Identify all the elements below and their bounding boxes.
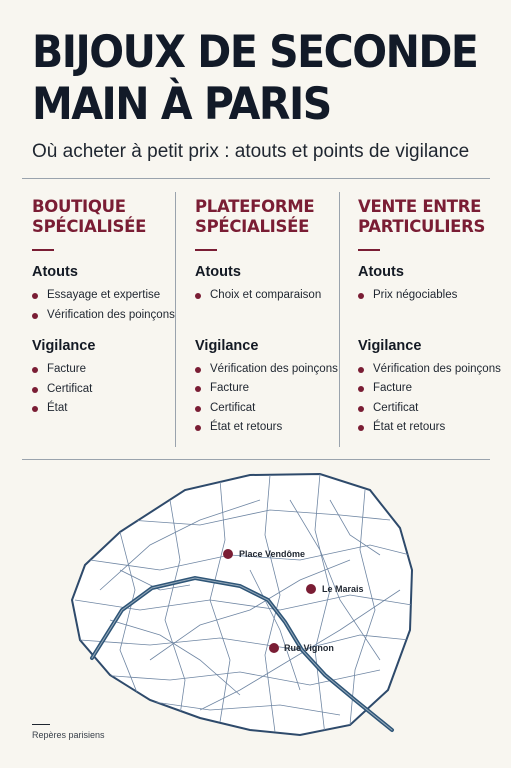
svg-text:Rue Vignon: Rue Vignon [284, 643, 334, 653]
bullet-icon [195, 293, 201, 299]
atouts-label: Atouts [358, 264, 404, 280]
list-item: Prix négociables [358, 286, 508, 306]
bullet-icon [32, 293, 38, 299]
vigilance-list [32, 360, 182, 419]
bullet-icon [195, 406, 201, 412]
column-plateforme [195, 197, 345, 438]
bullet-icon [358, 293, 364, 299]
list-item: Vérification des poinçons [195, 360, 345, 380]
list-item: Certificat [32, 380, 182, 400]
page-title [32, 26, 492, 130]
bullet-icon [195, 386, 201, 392]
title-line-2: MAIN À PARIS [32, 77, 331, 130]
accent-line [195, 249, 217, 251]
list-item: Vérification des poinçons [358, 360, 508, 380]
bullet-icon [195, 367, 201, 373]
atouts-list [32, 286, 182, 325]
bullet-icon [32, 387, 38, 393]
svg-text:Le Marais: Le Marais [322, 584, 364, 594]
bullet-icon [358, 386, 364, 392]
bullet-icon [358, 406, 364, 412]
location-pin-icon [269, 643, 279, 653]
caption-line [32, 724, 50, 725]
accent-line [358, 249, 380, 251]
atouts-list [195, 286, 345, 306]
bullet-icon [358, 367, 364, 373]
accent-line [32, 249, 54, 251]
list-item: État et retours [195, 418, 345, 438]
location-pin-icon [306, 584, 316, 594]
list-item: Facture [32, 360, 182, 380]
list-item: Choix et comparaison [195, 286, 345, 306]
column-title: BOUTIQUE SPÉCIALISÉE [32, 197, 147, 236]
list-item: État et retours [358, 418, 508, 438]
location-pin-icon [223, 549, 233, 559]
map-caption: Repères parisiens [32, 730, 105, 740]
list-item: Essayage et expertise [32, 286, 182, 306]
column-title: PLATEFORME SPÉCIALISÉE [195, 197, 315, 236]
paris-map [0, 460, 511, 768]
vigilance-list [358, 360, 508, 438]
column-title: VENTE ENTRE PARTICULIERS [358, 197, 486, 236]
vigilance-list [195, 360, 345, 438]
vigilance-label: Vigilance [32, 338, 96, 354]
column-boutique [32, 197, 182, 419]
bullet-icon [32, 313, 38, 319]
list-item: Facture [358, 379, 508, 399]
vigilance-label: Vigilance [195, 337, 259, 354]
bullet-icon [195, 425, 201, 431]
subtitle: Où acheter à petit prix : atouts et points de vigilance [32, 141, 470, 162]
list-item: Certificat [195, 399, 345, 419]
bullet-icon [32, 367, 38, 373]
bullet-icon [358, 425, 364, 431]
vigilance-label: Vigilance [358, 337, 422, 354]
atouts-list [358, 286, 508, 306]
atouts-label: Atouts [32, 264, 78, 280]
list-item: Vérification des poinçons [32, 306, 182, 326]
atouts-label: Atouts [195, 264, 241, 280]
svg-text:Place Vendôme: Place Vendôme [239, 549, 306, 559]
list-item: État [32, 399, 182, 419]
list-item: Certificat [358, 399, 508, 419]
title-line-1: BIJOUX DE SECONDE [32, 26, 478, 78]
top-divider [22, 178, 490, 179]
bullet-icon [32, 406, 38, 412]
column-particuliers [358, 197, 508, 438]
list-item: Facture [195, 379, 345, 399]
